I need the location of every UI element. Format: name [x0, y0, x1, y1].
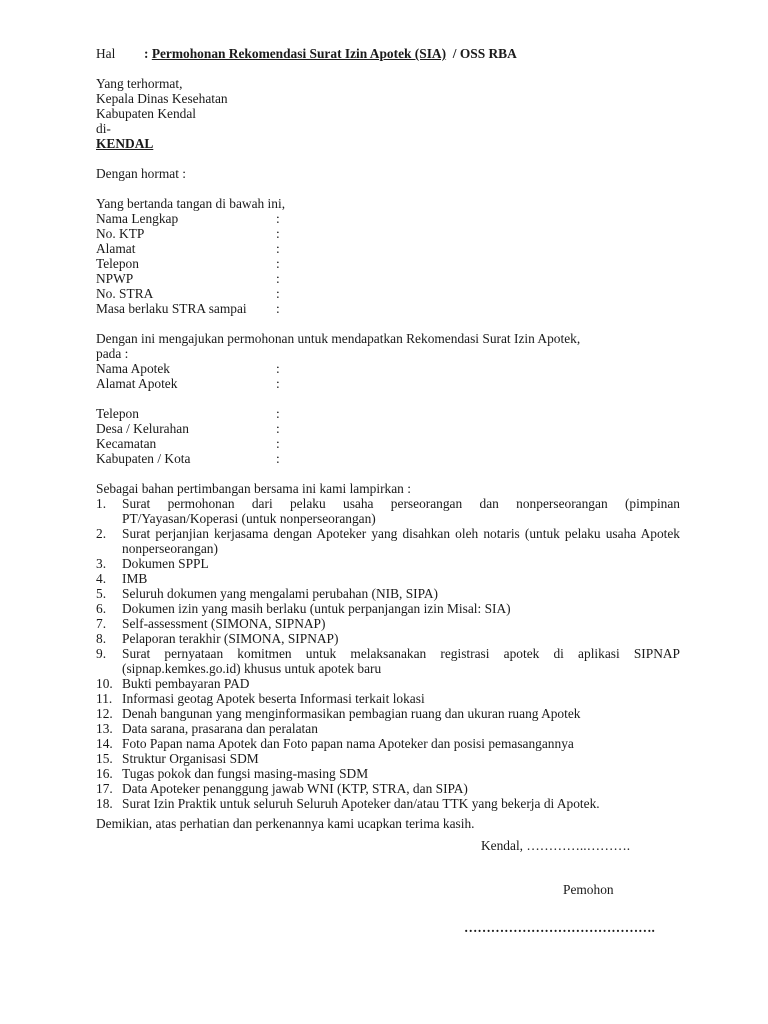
- list-number: 5.: [96, 586, 107, 601]
- form-field-stra: [96, 286, 680, 301]
- list-item: [96, 646, 680, 676]
- field-colon: :: [276, 256, 280, 271]
- form-field-nama: [96, 211, 680, 226]
- subject-suffix: / OSS RBA: [446, 46, 517, 61]
- recipient-line: Yang terhormat,: [96, 76, 183, 91]
- list-text: IMB: [122, 571, 148, 586]
- form-field-alamat: [96, 241, 680, 256]
- field-colon: :: [276, 451, 280, 466]
- pharmacy-fields: [96, 361, 680, 466]
- subject-prefix: :: [144, 46, 152, 61]
- form-field-kecamatan: [96, 436, 680, 451]
- list-number: 14.: [96, 736, 113, 751]
- intro-text: Yang bertanda tangan di bawah ini,: [96, 196, 286, 211]
- field-colon: :: [276, 421, 280, 436]
- list-item: [96, 796, 680, 811]
- field-label: NPWP: [96, 271, 134, 286]
- form-field-alamat-apotek: [96, 376, 680, 391]
- signature-name-line: …………………………………….: [464, 920, 655, 935]
- list-text: Informasi geotag Apotek beserta Informasi terkait lokasi: [122, 691, 425, 706]
- list-number: 8.: [96, 631, 107, 646]
- hal-label: Hal: [96, 46, 116, 61]
- field-colon: :: [276, 301, 280, 316]
- recipient-city: KENDAL: [96, 136, 154, 151]
- list-item: [96, 736, 680, 751]
- list-number: 18.: [96, 796, 113, 811]
- applicant-fields: [96, 211, 680, 316]
- recipient-line: di-: [96, 121, 111, 136]
- form-field-telepon-apotek: [96, 406, 680, 421]
- field-label: Kecamatan: [96, 436, 157, 451]
- list-number: 7.: [96, 616, 107, 631]
- field-label: Telepon: [96, 256, 139, 271]
- field-colon: :: [276, 241, 280, 256]
- list-number: 16.: [96, 766, 113, 781]
- form-field-masa-stra: [96, 301, 680, 316]
- list-item: [96, 781, 680, 796]
- field-label: Masa berlaku STRA sampai: [96, 301, 247, 316]
- field-label: Telepon: [96, 406, 139, 421]
- list-item: [96, 526, 680, 556]
- field-label: Nama Lengkap: [96, 211, 179, 226]
- list-text: Dokumen SPPL: [122, 556, 209, 571]
- list-item: [96, 586, 680, 601]
- list-number: 9.: [96, 646, 107, 661]
- list-item: [96, 616, 680, 631]
- list-item: [96, 721, 680, 736]
- request-text: Dengan ini mengajukan permohonan untuk mendapatkan Rekomendasi Surat Izin Apotek,: [96, 331, 581, 346]
- list-item: [96, 631, 680, 646]
- list-text: Data sarana, prasarana dan peralatan: [122, 721, 318, 736]
- list-item: [96, 691, 680, 706]
- list-number: 2.: [96, 526, 107, 541]
- list-item: [96, 601, 680, 616]
- letter-page: [96, 46, 680, 831]
- signature-place-date: Kendal, …………..……….: [481, 838, 631, 853]
- list-number: 15.: [96, 751, 113, 766]
- form-field-desa: [96, 421, 680, 436]
- recipient-line: Kabupaten Kendal: [96, 106, 197, 121]
- list-number: 3.: [96, 556, 107, 571]
- list-text: Denah bangunan yang menginformasikan pembagian ruang dan ukuran ruang Apotek: [122, 706, 581, 721]
- list-text: Data Apoteker penanggung jawab WNI (KTP, STRA, dan SIPA): [122, 781, 468, 796]
- field-label: No. KTP: [96, 226, 145, 241]
- form-field-kabupaten: [96, 451, 680, 466]
- field-colon: :: [276, 436, 280, 451]
- greeting: Dengan hormat :: [96, 166, 186, 181]
- field-label: Desa / Kelurahan: [96, 421, 189, 436]
- recipient-line: Kepala Dinas Kesehatan: [96, 91, 228, 106]
- form-field-ktp: [96, 226, 680, 241]
- list-item: [96, 706, 680, 721]
- field-label: Kabupaten / Kota: [96, 451, 191, 466]
- list-number: 4.: [96, 571, 107, 586]
- list-item: [96, 496, 680, 526]
- subject-line: [96, 46, 680, 61]
- list-text: Self-assessment (SIMONA, SIPNAP): [122, 616, 326, 631]
- list-item: [96, 556, 680, 571]
- field-colon: :: [276, 211, 280, 226]
- list-text: Struktur Organisasi SDM: [122, 751, 259, 766]
- list-number: 10.: [96, 676, 113, 691]
- closing-text: Demikian, atas perhatian dan perkenannya kami ucapkan terima kasih.: [96, 816, 475, 831]
- list-item: [96, 676, 680, 691]
- field-label: Alamat: [96, 241, 136, 256]
- field-colon: :: [276, 286, 280, 301]
- attachment-list: [96, 496, 680, 811]
- field-colon: :: [276, 226, 280, 241]
- field-colon: :: [276, 271, 280, 286]
- list-text: Pelaporan terakhir (SIMONA, SIPNAP): [122, 631, 339, 646]
- list-text: Surat permohonan dari pelaku usaha perseorangan dan nonperseorangan (pimpinan PT/Yayasan/Koperasi (untuk nonperseorangan): [122, 496, 680, 526]
- list-text: Surat pernyataan komitmen untuk melaksanakan registrasi apotek di aplikasi SIPNAP (sipnap.kemkes.go.id) khusus untuk apotek baru: [122, 646, 680, 676]
- list-text: Dokumen izin yang masih berlaku (untuk perpanjangan izin Misal: SIA): [122, 601, 511, 616]
- list-text: Foto Papan nama Apotek dan Foto papan nama Apoteker dan posisi pemasangannya: [122, 736, 574, 751]
- list-number: 11.: [96, 691, 113, 706]
- list-item: [96, 571, 680, 586]
- form-field-telepon: [96, 256, 680, 271]
- list-number: 13.: [96, 721, 113, 736]
- field-colon: :: [276, 406, 280, 421]
- list-text: Surat perjanjian kerjasama dengan Apoteker yang disahkan oleh notaris (untuk pelaku usaha Apotek nonperseorangan): [122, 526, 680, 556]
- subject-text: [144, 46, 517, 61]
- attachments-intro: Sebagai bahan pertimbangan bersama ini kami lampirkan :: [96, 481, 411, 496]
- list-text: Tugas pokok dan fungsi masing-masing SDM: [122, 766, 369, 781]
- list-number: 17.: [96, 781, 113, 796]
- signature-role: Pemohon: [563, 882, 614, 897]
- list-number: 12.: [96, 706, 113, 721]
- list-text: Seluruh dokumen yang mengalami perubahan (NIB, SIPA): [122, 586, 438, 601]
- field-colon: :: [276, 376, 280, 391]
- form-field-nama-apotek: [96, 361, 680, 376]
- form-field-npwp: [96, 271, 680, 286]
- list-text: Surat Izin Praktik untuk seluruh Seluruh Apoteker dan/atau TTK yang bekerja di Apotek.: [122, 796, 600, 811]
- field-label: Nama Apotek: [96, 361, 171, 376]
- field-colon: :: [276, 361, 280, 376]
- list-number: 1.: [96, 496, 107, 511]
- field-label: Alamat Apotek: [96, 376, 178, 391]
- list-number: 6.: [96, 601, 107, 616]
- request-pada: pada :: [96, 346, 129, 361]
- list-item: [96, 766, 680, 781]
- list-text: Bukti pembayaran PAD: [122, 676, 250, 691]
- list-item: [96, 751, 680, 766]
- recipient-block: [96, 76, 680, 151]
- field-label: No. STRA: [96, 286, 154, 301]
- subject-title: Permohonan Rekomendasi Surat Izin Apotek (SIA): [151, 46, 447, 61]
